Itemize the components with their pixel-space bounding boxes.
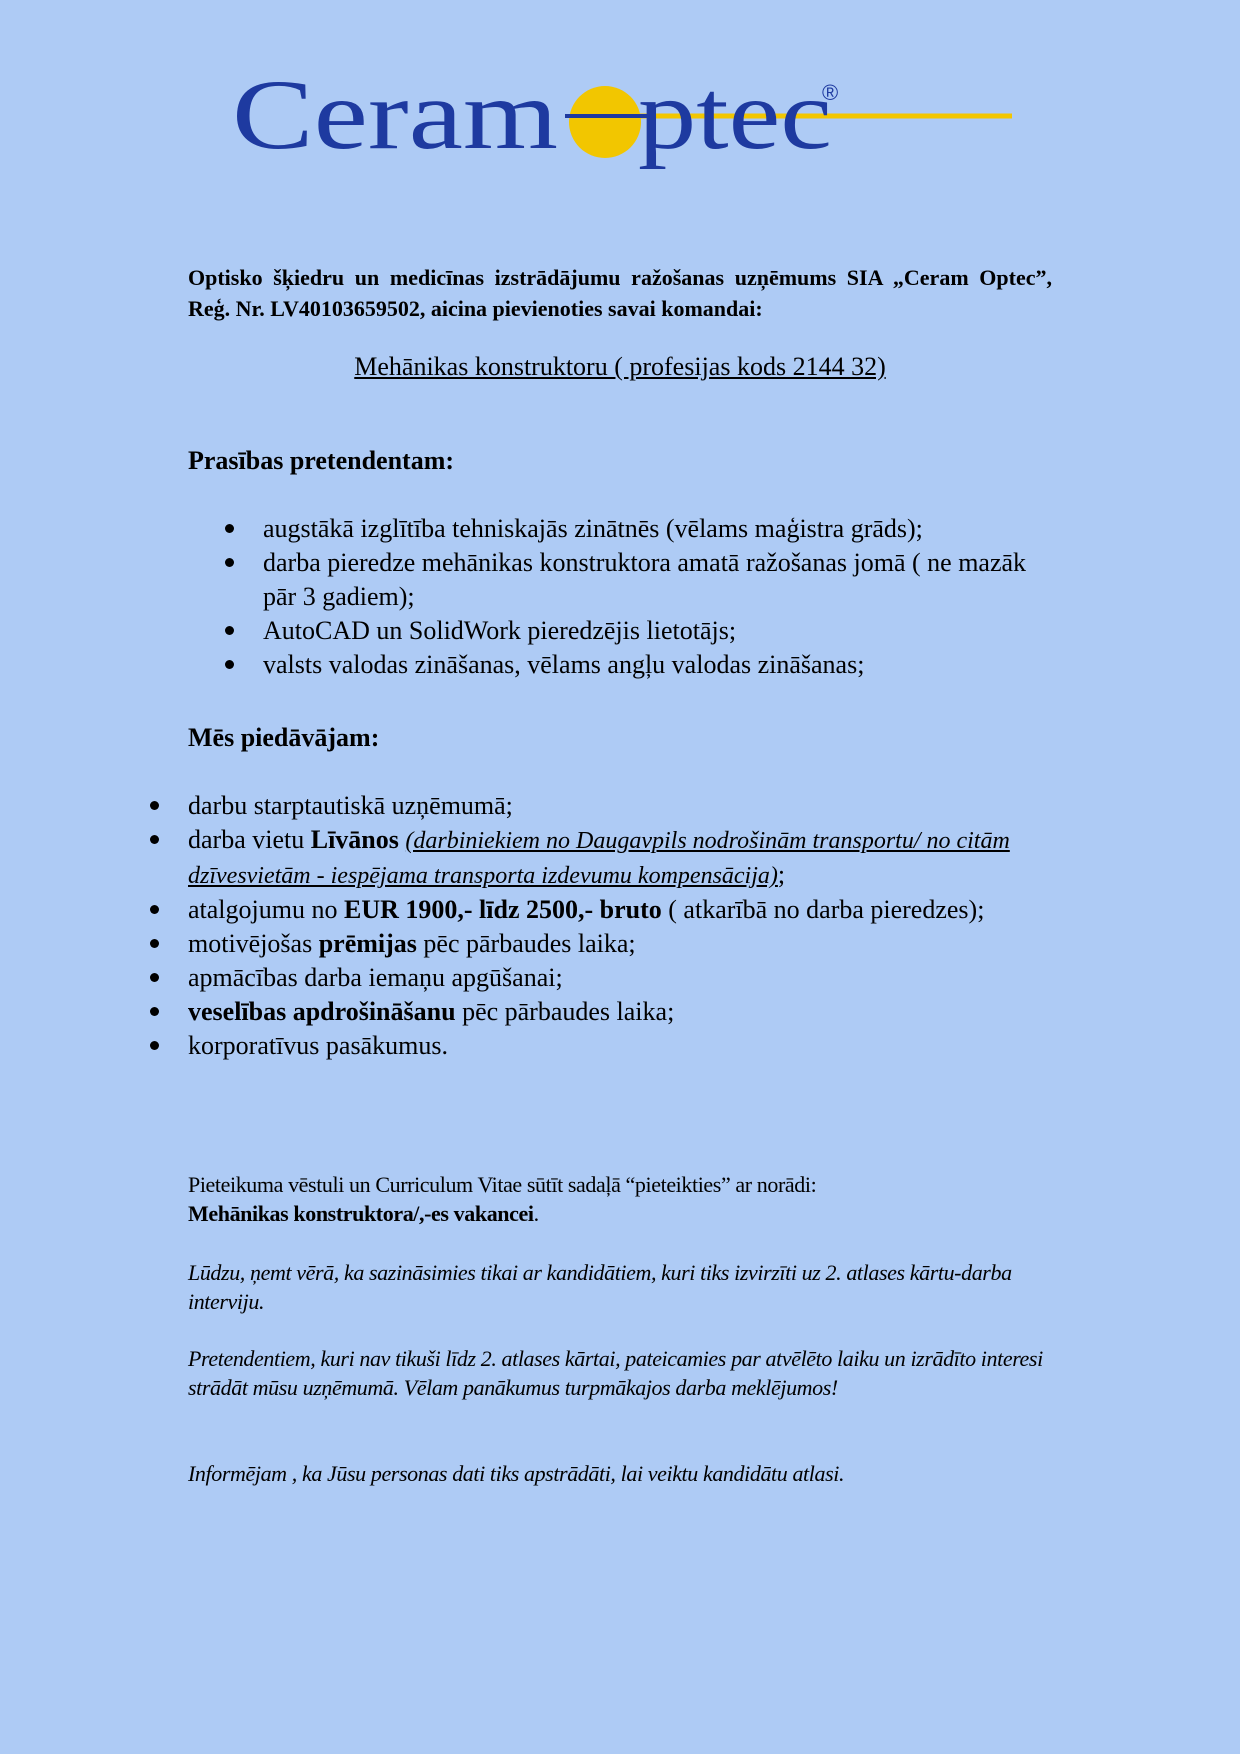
requirements-list <box>223 512 1063 682</box>
offer-item-text: ( atkarībā no darba pieredzes); <box>661 895 985 924</box>
insurance-text: veselības apdrošināšanu <box>188 997 456 1026</box>
apply-instructions <box>188 1170 1068 1228</box>
apply-period: . <box>533 1201 539 1226</box>
requirement-item: valsts valodas zināšanas, vēlams angļu valodas zināšanas; <box>223 648 1063 682</box>
intro-paragraph: Optisko šķiedru un medicīnas izstrādājumu ražošanas uzņēmums SIA „Ceram Optec”, Reģ. Nr. LV40103659502, aicina pievienoties savai komandai: <box>188 265 1052 321</box>
offer-item-text: pēc pārbaudes laika; <box>416 929 636 958</box>
ceramoptec-logo-svg <box>232 60 1032 180</box>
notice-interview: Lūdzu, ņemt vērā, ka sazināsimies tikai ar kandidātiem, kuri tiks izvirzīti uz 2. atlases kārtu-darba interviju. <box>188 1260 1012 1314</box>
salary-range: EUR 1900,- līdz 2500,- bruto <box>343 895 662 924</box>
offer-item-bonus <box>148 927 1028 961</box>
offer-item-text: darbu starptautiskā uzņēmumā; <box>188 791 513 820</box>
notice-thanks: Pretendentiem, kuri nav tikuši līdz 2. atlases kārtai, pateicamies par atvēlēto laiku un izrādīto interesi strādāt mūsu uzņēmumā. Vēlam panākumus turpmākajos darba meklējumos! <box>188 1346 1043 1400</box>
requirement-item: augstākā izglītība tehniskajās zinātnēs (vēlams maģistra grāds); <box>223 512 1063 546</box>
offer-item-location <box>148 823 1028 893</box>
company-logo <box>232 60 1032 180</box>
location-name: Līvānos <box>310 825 399 854</box>
requirement-item: AutoCAD un SolidWork pieredzējis lietotājs; <box>223 614 1063 648</box>
apply-reference <box>188 1199 1068 1228</box>
offer-item <box>148 1029 1028 1063</box>
offer-item-text: atalgojumu no <box>188 895 344 924</box>
offer-item-text: apmācības darba iemaņu apgūšanai; <box>188 963 563 992</box>
vacancy-reference: Mehānikas konstruktora/,-es vakancei <box>188 1201 534 1226</box>
offer-item <box>148 961 1028 995</box>
offer-item <box>148 789 1028 823</box>
offer-item-insurance <box>148 995 1028 1029</box>
apply-line: Pieteikuma vēstuli un Curriculum Vitae sūtīt sadaļā “pieteikties” ar norādi: <box>188 1172 817 1197</box>
job-title: Mehānikas konstruktoru ( profesijas kods 2144 32) <box>354 352 886 381</box>
offer-item-text: korporatīvus pasākumus. <box>188 1031 448 1060</box>
requirement-item: darba pieredze mehānikas konstruktora amatā ražošanas jomā ( ne mazāk pār 3 gadiem); <box>223 546 1063 614</box>
transport-note: (darbiniekiem no Daugavpils nodrošinām transportu/ no citām dzīvesvietām - iespējama transporta izdevumu kompensācija) <box>188 828 1010 889</box>
bonus-text: prēmijas <box>318 929 417 958</box>
notice-data-processing: Informējam , ka Jūsu personas dati tiks apstrādāti, lai veiktu kandidātu atlasi. <box>188 1461 845 1486</box>
logo-text-right: ptec <box>638 60 832 170</box>
offer-item-text: motivējošas <box>188 929 319 958</box>
requirements-heading: Prasības pretendentam: <box>188 446 455 475</box>
offer-item-salary <box>148 893 1028 927</box>
logo-registered-mark: ® <box>822 80 839 105</box>
offer-list <box>148 789 1028 1063</box>
offer-item-text: ; <box>777 860 786 889</box>
logo-yellow-circle <box>569 86 641 158</box>
offer-item-text: pēc pārbaudes laika; <box>455 997 675 1026</box>
offer-item-text: darba vietu <box>188 825 311 854</box>
logo-text-left: Ceram <box>232 60 558 170</box>
offer-heading: Mēs piedāvājam: <box>188 723 380 752</box>
